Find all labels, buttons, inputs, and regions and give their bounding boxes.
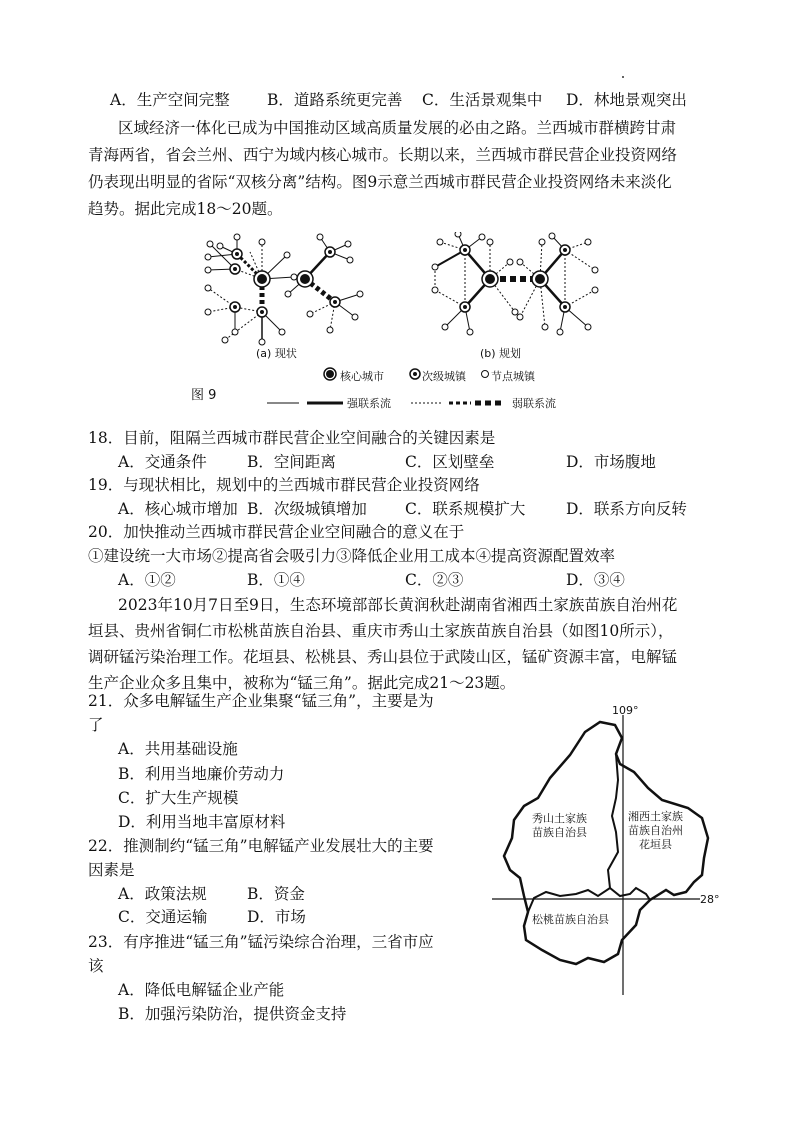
lon-label: 109° bbox=[612, 704, 639, 717]
legend-lines bbox=[265, 397, 525, 409]
lat-label: 28° bbox=[700, 893, 720, 906]
option: C．生活景观集中 bbox=[422, 91, 543, 109]
option: D．③④ bbox=[566, 571, 625, 589]
xiangxi-line: 湘西土家族 bbox=[628, 810, 683, 823]
option: D．市场腹地 bbox=[566, 453, 656, 471]
legend-strong-label: 强联系流 bbox=[347, 397, 391, 410]
option: B．道路系统更完善 bbox=[267, 91, 403, 109]
xiangxi-label bbox=[628, 810, 683, 852]
figure10-map bbox=[490, 700, 720, 1005]
q22-stem: 22．推测制约“锰三角”电解锰产业发展壮大的主要 bbox=[88, 837, 434, 855]
option: A．①② bbox=[118, 571, 176, 589]
option: A．生产空间完整 bbox=[110, 91, 230, 109]
xiangxi-line: 花垣县 bbox=[639, 838, 672, 851]
option: B．加强污染防治，提供资金支持 bbox=[118, 1005, 347, 1023]
option: B．资金 bbox=[247, 885, 305, 903]
passage2-line: 生产企业众多且集中，被称为“锰三角”。据此完成21～23题。 bbox=[88, 674, 516, 692]
option: B．①④ bbox=[247, 571, 305, 589]
option: C．扩大生产规模 bbox=[118, 789, 239, 807]
figure9-sub-b: (b) 规划 bbox=[480, 347, 522, 360]
q23-stem: 23．有序推进“锰三角”锰污染综合治理，三省市应 bbox=[88, 933, 434, 951]
q22-stem-cont: 因素是 bbox=[88, 861, 135, 879]
option: A．政策法规 bbox=[118, 885, 207, 903]
passage1-line: 青海两省，省会兰州、西宁为域内核心城市。长期以来，兰西城市群民营企业投资网络 bbox=[88, 146, 678, 164]
option: A．交通条件 bbox=[118, 453, 207, 471]
q21-stem-cont: 了 bbox=[88, 716, 104, 734]
passage2-line: 垣县、贵州省铜仁市松桃苗族自治县、重庆市秀山土家族苗族自治县（如图10所示）， bbox=[88, 622, 674, 640]
option: D．林地景观突出 bbox=[566, 91, 687, 109]
legend-weak-label: 弱联系流 bbox=[512, 397, 556, 410]
q19-stem: 19．与现状相比，规划中的兰西城市群民营企业投资网络 bbox=[88, 476, 480, 494]
q21-stem: 21．众多电解锰生产企业集聚“锰三角”，主要是为 bbox=[88, 692, 434, 710]
figure9-sub-a: (a) 现状 bbox=[256, 347, 297, 360]
legend-secondary-label: 次级城镇 bbox=[422, 370, 466, 383]
option: A．核心城市增加 bbox=[118, 500, 238, 518]
passage1-line: 趋势。据此完成18～20题。 bbox=[88, 200, 283, 218]
option: C．②③ bbox=[405, 571, 464, 589]
q18-stem: 18．目前，阻隔兰西城市群民营企业空间融合的关键因素是 bbox=[88, 429, 496, 447]
q23-stem-cont: 该 bbox=[88, 957, 104, 975]
legend-core-label: 核心城市 bbox=[340, 370, 384, 383]
option: A．共用基础设施 bbox=[118, 740, 238, 758]
option: C．区划壁垒 bbox=[405, 453, 495, 471]
xiushan-line: 苗族自治县 bbox=[532, 826, 587, 839]
option: D．联系方向反转 bbox=[566, 500, 687, 518]
option: D．利用当地丰富原材料 bbox=[118, 813, 286, 831]
option: C．联系规模扩大 bbox=[405, 500, 526, 518]
passage2-line: 2023年10月7日至9日，生态环境部部长黄润秋赴湖南省湘西土家族苗族自治州花 bbox=[118, 596, 678, 614]
legend-node-label: 节点城镇 bbox=[491, 370, 535, 383]
xiangxi-line: 苗族自治州 bbox=[628, 824, 683, 837]
option: B．利用当地廉价劳动力 bbox=[118, 765, 285, 783]
option: D．市场 bbox=[247, 908, 306, 926]
passage1-line: 区域经济一体化已成为中国推动区域高质量发展的必由之路。兰西城市群横跨甘肃 bbox=[118, 119, 677, 137]
option: C．交通运输 bbox=[118, 908, 208, 926]
songtao-label: 松桃苗族自治县 bbox=[532, 913, 609, 926]
xiushan-label bbox=[532, 812, 587, 840]
option: B．次级城镇增加 bbox=[247, 500, 367, 518]
q20-stem: 20．加快推动兰西城市群民营企业空间融合的意义在于 bbox=[88, 523, 465, 541]
passage2-line: 调研锰污染治理工作。花垣县、松桃县、秀山县位于武陵山区，锰矿资源丰富，电解锰 bbox=[88, 648, 678, 666]
corner-dot bbox=[622, 76, 624, 78]
option: B．空间距离 bbox=[247, 453, 336, 471]
figure9-network-diagram bbox=[190, 232, 620, 412]
figure9-caption: 图 9 bbox=[191, 388, 217, 403]
passage1-line: 仍表现出明显的省际“双核分离”结构。图9示意兰西城市群民营企业投资网络未来淡化 bbox=[88, 173, 672, 191]
xiushan-line: 秀山土家族 bbox=[532, 812, 587, 825]
option: A．降低电解锰企业产能 bbox=[118, 981, 285, 999]
q20-items: ①建设统一大市场②提高省会吸引力③降低企业用工成本④提高资源配置效率 bbox=[88, 547, 616, 565]
